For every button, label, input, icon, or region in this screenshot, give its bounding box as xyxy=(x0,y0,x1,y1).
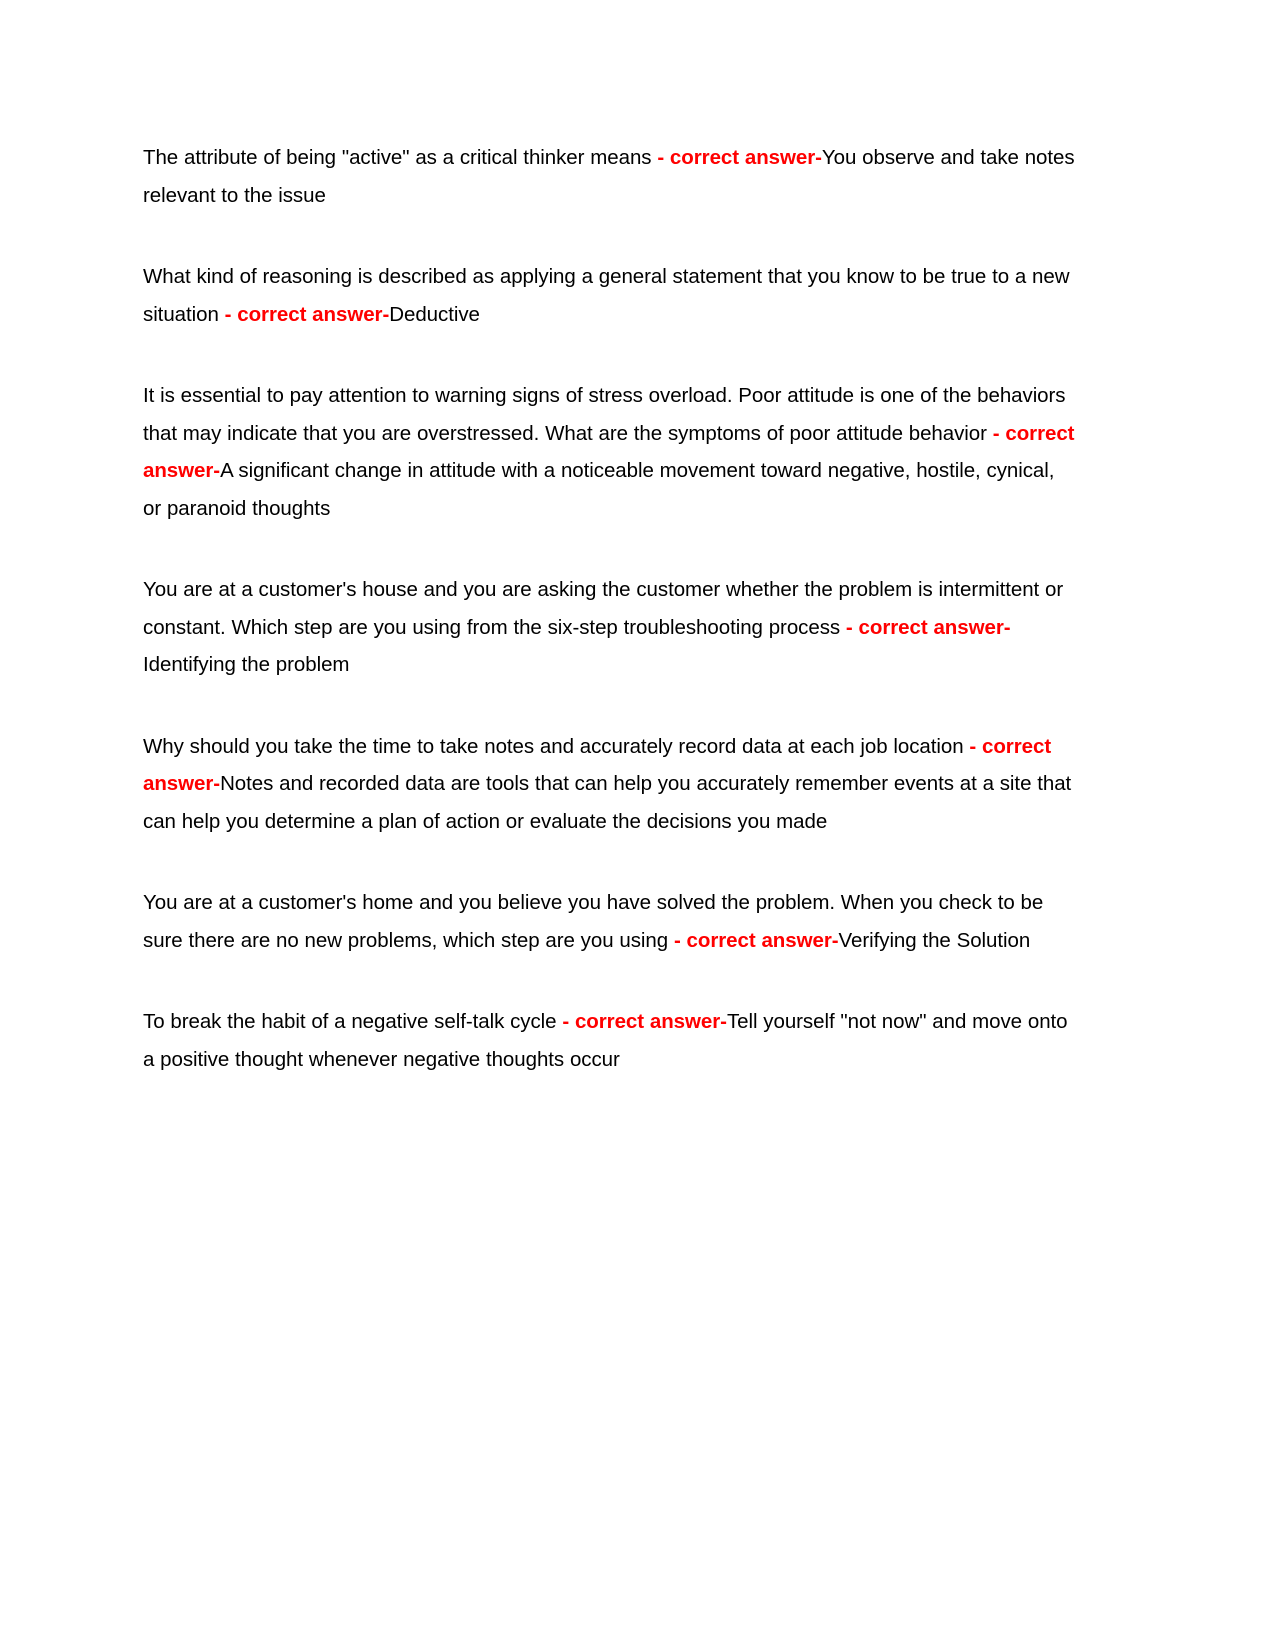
qa-item xyxy=(143,377,1078,527)
qa-item xyxy=(143,728,1078,841)
question-text: What kind of reasoning is described as applying a general statement that you know to be true to a new situation xyxy=(143,265,1070,326)
correct-answer-tag: - correct answer- xyxy=(224,302,390,326)
question-text: Why should you take the time to take notes and accurately record data at each job location xyxy=(143,734,970,758)
question-text: It is essential to pay attention to warning signs of stress overload. Poor attitude is one of the behaviors that may indicate that you are overstressed. What are the symptoms of poor attitude behavior xyxy=(143,384,1066,445)
answer-text: Notes and recorded data are tools that can help you accurately remember events at a site that can help you determine a plan of action or evaluate the decisions you made xyxy=(143,772,1072,833)
qa-item xyxy=(143,571,1078,684)
correct-answer-tag: - correct answer- xyxy=(657,146,822,169)
question-text: You are at a customer's house and you are asking the customer whether the problem is intermittent or constant. Which step are you using from the six-step troubleshooting process xyxy=(143,578,1064,639)
question-text: The attribute of being "active" as a critical thinker means xyxy=(143,146,658,169)
answer-text: Deductive xyxy=(389,302,480,326)
answer-text: You observe and take notes relevant to the issue xyxy=(143,146,1075,207)
qa-item xyxy=(143,1003,1078,1078)
correct-answer-tag: - correct answer- xyxy=(673,928,839,952)
qa-item xyxy=(143,139,1078,214)
qa-item xyxy=(143,258,1078,333)
question-text: You are at a customer's home and you believe you have solved the problem. When you check to be sure there are no new problems, which step are you using xyxy=(143,891,1044,952)
document-body xyxy=(143,139,1078,1078)
answer-text: Identifying the problem xyxy=(143,653,350,676)
correct-answer-tag: - correct answer- xyxy=(562,1010,727,1033)
qa-item xyxy=(143,884,1078,959)
correct-answer-tag: - correct answer- xyxy=(143,421,1075,482)
question-text: To break the habit of a negative self-talk cycle xyxy=(143,1010,563,1033)
correct-answer-tag: - correct answer- xyxy=(845,615,1011,639)
correct-answer-tag: - correct answer- xyxy=(143,734,1052,795)
answer-text: Tell yourself "not now" and move onto a positive thought whenever negative thoughts occur xyxy=(143,1010,1068,1071)
answer-text: Verifying the Solution xyxy=(838,928,1031,952)
answer-text: A significant change in attitude with a noticeable movement toward negative, hostile, cynical, or paranoid thoughts xyxy=(143,459,1055,520)
